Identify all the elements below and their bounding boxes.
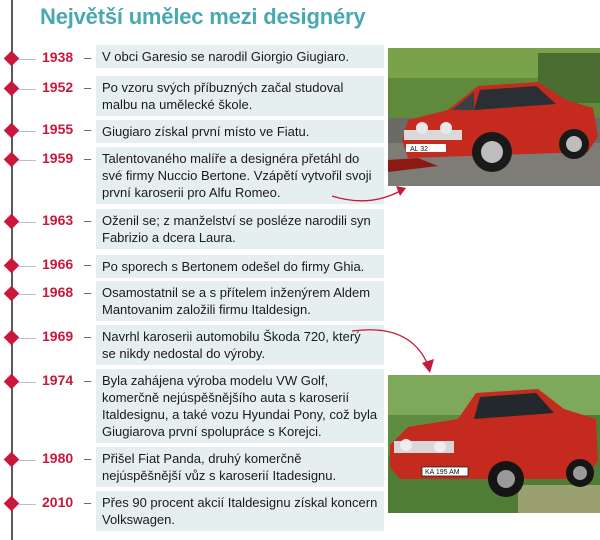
entry-separator: – [84, 122, 92, 137]
timeline-connector [18, 382, 36, 383]
entry-separator: – [84, 285, 92, 300]
timeline-marker [4, 81, 20, 97]
entry-separator: – [84, 151, 92, 166]
entry-year: 1959 [42, 150, 74, 166]
timeline-marker [4, 374, 20, 390]
entry-text: Navrhl karoserii automobilu Škoda 720, který se nikdy nedostal do výroby. [96, 325, 384, 365]
entry-text: Přišel Fiat Panda, druhý komerčně nejúspěšnější vůz s karoserií Itadesignu. [96, 447, 384, 487]
plate-text: KA 195 AM [425, 469, 460, 476]
entry-text: Giugiaro získal první místo ve Fiatu. [96, 120, 384, 143]
entry-year: 1974 [42, 372, 74, 388]
timeline-marker [4, 330, 20, 346]
entry-year: 1968 [42, 284, 74, 300]
entry-year: 1938 [42, 49, 74, 65]
entry-year: 1955 [42, 121, 74, 137]
timeline-connector [18, 504, 36, 505]
entry-text: Byla zahájena výroba modelu VW Golf, komerčně nejúspěšnějšího auta s karoserií Italdesignu, a také vozu Hyundai Pony, což byla Giugiarova první spolupráce s Korejci. [96, 369, 384, 443]
entry-separator: – [84, 257, 92, 272]
entry-separator: – [84, 213, 92, 228]
arrow-to-bottom-photo [350, 325, 440, 375]
entry-separator: – [84, 495, 92, 510]
arrow-to-top-photo [330, 170, 410, 210]
timeline-connector [18, 222, 36, 223]
entry-text: Oženil se; z manželství se posléze narodili syn Fabrizio a dcera Laura. [96, 209, 384, 249]
timeline-marker [4, 152, 20, 168]
timeline-connector [18, 131, 36, 132]
timeline-marker [4, 123, 20, 139]
entry-text: V obci Garesio se narodil Giorgio Giugiaro. [96, 45, 384, 68]
entry-text: Po vzoru svých příbuzných začal studoval malbu na umělecké škole. [96, 76, 384, 116]
timeline-marker [4, 496, 20, 512]
timeline-marker [4, 286, 20, 302]
entry-separator: – [84, 329, 92, 344]
entry-text: Osamostatnil se a s přítelem inženýrem Aldem Mantovanim založili firmu Italdesign. [96, 281, 384, 321]
entry-separator: – [84, 80, 92, 95]
alfa-romeo-photo [388, 48, 600, 186]
timeline-marker [4, 258, 20, 274]
entry-year: 1963 [42, 212, 74, 228]
timeline-connector [18, 59, 36, 60]
timeline-connector [18, 89, 36, 90]
timeline-marker [4, 452, 20, 468]
entry-separator: – [84, 451, 92, 466]
entry-text: Přes 90 procent akcií Italdesignu získal koncern Volkswagen. [96, 491, 384, 531]
entry-text: Talentovaného malíře a designéra přetáhl do své firmy Nuccio Bertone. Vzápětí vytvořil svoji první karoserii pro Alfu Romeo. [96, 147, 384, 204]
entry-year: 1980 [42, 450, 74, 466]
timeline-connector [18, 460, 36, 461]
page-title: Největší umělec mezi designéry [40, 4, 366, 29]
timeline-marker [4, 51, 20, 67]
entry-year: 1952 [42, 79, 74, 95]
entry-text: Po sporech s Bertonem odešel do firmy Ghia. [96, 255, 384, 278]
entry-year: 1969 [42, 328, 74, 344]
timeline-connector [18, 160, 36, 161]
timeline-connector [18, 338, 36, 339]
skoda-photo [388, 375, 600, 513]
plate-text: AL 32 [410, 146, 429, 153]
timeline-connector [18, 266, 36, 267]
entry-year: 1966 [42, 256, 74, 272]
entry-separator: – [84, 50, 92, 65]
entry-separator: – [84, 373, 92, 388]
entry-year: 2010 [42, 494, 74, 510]
timeline-marker [4, 214, 20, 230]
timeline-connector [18, 294, 36, 295]
